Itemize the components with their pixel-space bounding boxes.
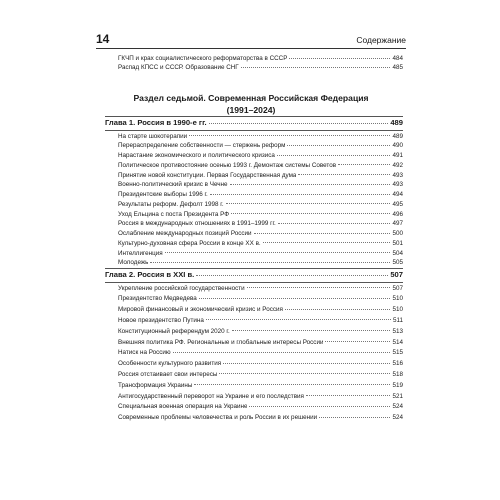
toc-entry-page: 489 <box>392 132 403 140</box>
toc-entry-title: На старте шокотерапии <box>118 132 188 140</box>
toc-entry <box>118 229 403 238</box>
toc-entry <box>118 258 403 267</box>
toc-entry <box>118 327 403 336</box>
toc-entry-title: Современные проблемы человечества и роль России в их решении <box>118 414 318 422</box>
toc-entry-title: Уход Ельцина с поста Президента РФ <box>118 210 230 218</box>
toc-entry-page: 501 <box>392 239 403 247</box>
toc-entry-page: 521 <box>392 392 403 400</box>
dot-leader <box>254 233 391 234</box>
toc-entry <box>118 370 403 379</box>
dot-leader <box>263 242 391 243</box>
toc-entry <box>118 239 403 248</box>
toc-entry-page: 514 <box>392 338 403 346</box>
toc-entry-title: Новое президентство Путина <box>118 316 204 324</box>
toc-entry-title: Специальная военная операция на Украине <box>118 403 248 411</box>
section-heading-line1: Раздел седьмой. Современная Российская Федерация <box>133 93 369 103</box>
page-number: 14 <box>96 32 110 46</box>
toc-entry <box>118 161 403 170</box>
toc-entry-title: Распад КПСС и СССР. Образование СНГ <box>118 64 239 71</box>
toc-entry-title: Политическое противостояние осенью 1993 г. Демонтаж системы Советов <box>118 161 337 169</box>
toc-entry <box>118 392 403 401</box>
toc-entry-page: 518 <box>392 370 403 378</box>
toc-entry-page: 485 <box>392 64 403 71</box>
dot-leader <box>289 58 390 59</box>
toc-entry-title: ГКЧП и крах социалистического реформаторства в СССР <box>118 55 288 62</box>
toc-entry <box>118 219 403 228</box>
toc-entry-page: 500 <box>392 230 403 237</box>
toc-entry-page: 495 <box>392 200 403 208</box>
toc-entry <box>118 284 403 293</box>
toc-entry-page: 504 <box>392 249 403 257</box>
dot-leader <box>210 194 391 195</box>
toc-entry-page: 494 <box>392 191 403 198</box>
chapter-heading <box>105 117 403 129</box>
toc-entry-title: Президентские выборы 1996 г. <box>118 191 208 198</box>
dot-leader <box>194 384 390 385</box>
chapter-page: 489 <box>390 118 403 127</box>
toc-entry-title: Трансформация Украины <box>118 381 193 389</box>
toc-entry-title: Антигосударственный переворот на Украине и его последствия <box>118 392 304 400</box>
toc-entry <box>118 190 403 199</box>
toc-entry-page: 513 <box>392 327 403 335</box>
toc-entry-title: Ослабление международных позиций России <box>118 230 252 237</box>
toc-entry-page: 505 <box>392 259 403 267</box>
toc-entry-page: 511 <box>392 316 403 324</box>
toc-entry-title: Мировой финансовый и экономический кризис и Россия <box>118 306 283 314</box>
toc-entry <box>118 381 403 390</box>
toc-entry-title: Принятие новой конституции. Первая Государственная дума <box>118 171 297 179</box>
toc-entry-title: Интеллигенция <box>118 249 163 257</box>
toc-entry <box>118 54 403 63</box>
toc-entry-page: 484 <box>392 55 403 62</box>
dot-leader <box>287 145 390 146</box>
header-rule <box>96 48 406 49</box>
toc-entry <box>118 305 403 314</box>
dot-leader <box>278 223 391 224</box>
toc-entry-title: Конституционный референдум 2020 г. <box>118 327 230 335</box>
dot-leader <box>196 275 388 276</box>
running-title: Содержание <box>356 35 406 45</box>
chapter-title: Глава 2. Россия в XXI в. <box>105 270 195 279</box>
toc-entry <box>118 63 403 72</box>
dot-leader <box>173 352 391 353</box>
toc-entry-title: Перераспределение собственности — стержень реформ <box>118 142 286 150</box>
dot-leader <box>226 203 391 204</box>
toc-entry <box>118 141 403 150</box>
dot-leader <box>247 287 391 288</box>
toc-entry <box>118 151 403 160</box>
dot-leader <box>285 309 391 310</box>
dot-leader <box>223 363 390 364</box>
section-heading-line2: (1991–2024) <box>226 105 276 115</box>
toc-entry-title: Военно-политический кризис в Чечне <box>118 181 228 189</box>
toc-entry-page: 510 <box>392 306 403 314</box>
dot-leader <box>230 184 391 185</box>
toc-entry <box>118 294 403 303</box>
toc-entry <box>118 348 403 357</box>
dot-leader <box>206 319 391 320</box>
toc-entry <box>118 249 403 258</box>
toc-entry <box>118 200 403 209</box>
dot-leader <box>219 373 390 374</box>
toc-entry <box>118 338 403 347</box>
toc-entry-page: 496 <box>392 210 403 218</box>
toc-entry <box>118 132 403 141</box>
toc-entry <box>118 359 403 368</box>
dot-leader <box>319 417 390 418</box>
dot-leader <box>298 174 390 175</box>
toc-entry-title: Россия отстаивает свои интересы <box>118 370 218 378</box>
toc-entry-title: Культурно-духовная сфера России в конце XX в. <box>118 239 261 247</box>
dot-leader <box>199 298 391 299</box>
toc-entry-title: Нарастание экономического и политического кризиса <box>118 152 275 159</box>
toc-entry-page: 493 <box>392 171 403 179</box>
chapter-heading <box>105 269 403 281</box>
dot-leader <box>325 341 390 342</box>
dot-leader <box>306 395 391 396</box>
dot-leader <box>338 164 390 165</box>
toc-entry-page: 519 <box>392 381 403 389</box>
dot-leader <box>189 135 390 136</box>
toc-entry-page: 507 <box>392 284 403 292</box>
toc-entry-title: Внешняя политика РФ. Региональные и глобальные интересы России <box>118 338 324 346</box>
toc-entry-page: 492 <box>392 161 403 169</box>
dot-leader <box>209 123 389 124</box>
toc-entry <box>118 413 403 422</box>
page-header <box>96 30 406 46</box>
toc-entry-title: Результаты реформ. Дефолт 1998 г. <box>118 200 224 208</box>
toc-entry <box>118 402 403 411</box>
dot-leader <box>241 67 391 68</box>
dot-leader <box>165 252 391 253</box>
toc-entry <box>118 316 403 325</box>
toc-entry-title: Молодежь <box>118 259 149 267</box>
toc-entry-page: 497 <box>392 220 403 228</box>
toc-entry-page: 491 <box>392 152 403 159</box>
dot-leader <box>249 406 390 407</box>
toc-entry-title: Президентство Медведева <box>118 295 197 303</box>
toc-entry-title: Россия в международных отношениях в 1991–1999 гг. <box>118 220 276 228</box>
toc-entry <box>118 171 403 180</box>
toc-entry <box>118 210 403 219</box>
toc-entry-title: Укрепление российской государственности <box>118 284 245 292</box>
chapter-title: Глава 1. Россия в 1990-е гг. <box>105 118 207 127</box>
section-heading <box>96 92 406 116</box>
toc-entry-page: 516 <box>392 360 403 368</box>
dot-leader <box>277 155 391 156</box>
toc-entry-page: 524 <box>392 414 403 422</box>
toc-entry-page: 490 <box>392 142 403 150</box>
toc-entry-page: 515 <box>392 349 403 357</box>
toc-entry-page: 493 <box>392 181 403 189</box>
dot-leader <box>231 213 390 214</box>
toc-entry-page: 524 <box>392 403 403 411</box>
dot-leader <box>232 330 391 331</box>
toc-entry-title: Особенности культурного развития <box>118 360 222 368</box>
chapter-page: 507 <box>390 270 403 279</box>
dot-leader <box>150 262 390 263</box>
toc-entry <box>118 180 403 189</box>
toc-entry-title: Натиск на Россию <box>118 349 171 357</box>
toc-entry-page: 510 <box>392 295 403 303</box>
